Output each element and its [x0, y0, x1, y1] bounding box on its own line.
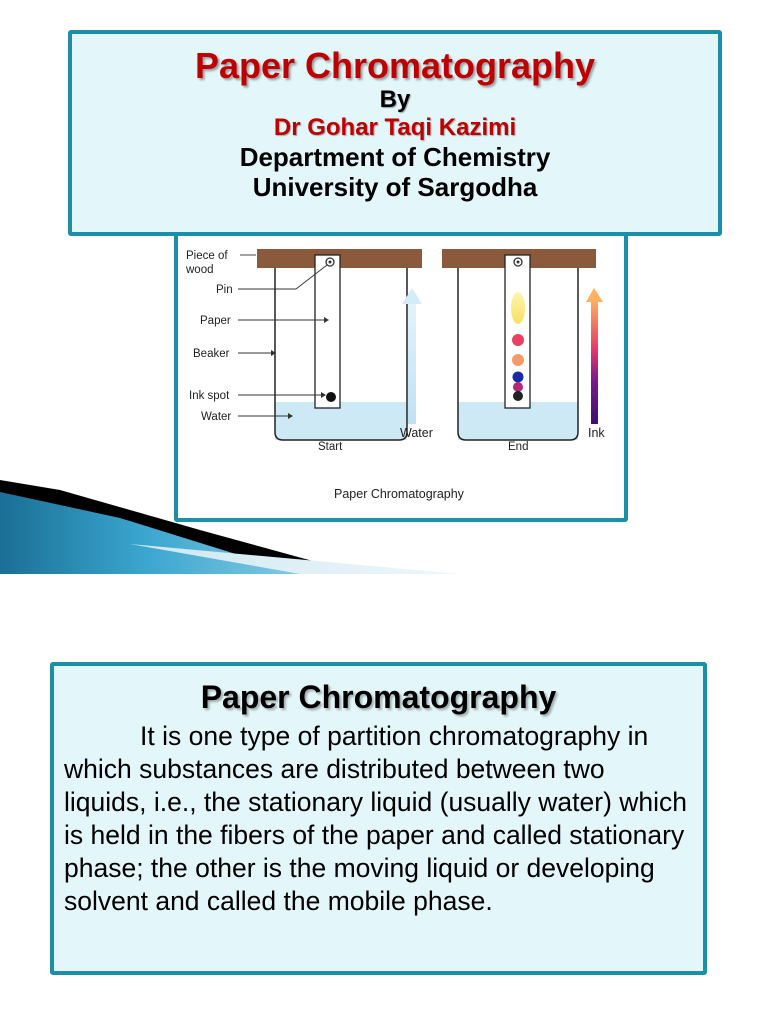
start-water-fill — [275, 402, 407, 440]
by-label: By — [379, 86, 411, 113]
ink-arrow-label: Ink — [588, 426, 605, 440]
department-name: Department of Chemistry — [239, 142, 551, 172]
slide-title: Paper Chromatography — [194, 45, 596, 86]
label-piece-of-wood-2: wood — [186, 264, 214, 276]
yellow-pigment-spot — [511, 292, 525, 324]
start-label: Start — [318, 441, 343, 453]
end-beaker — [442, 249, 596, 440]
figure-caption: Paper Chromatography — [334, 487, 464, 501]
decorative-swoosh — [0, 470, 460, 580]
blue-pigment-spot — [513, 372, 524, 383]
ink-arrow-icon — [586, 288, 603, 424]
label-water: Water — [201, 411, 232, 423]
title-box — [68, 30, 722, 236]
definition-body: It is one type of partition chromatography in which substances are distributed between two liquids, i.e., the stationary liquid (usually water) which is held in the fibers of the paper and called stationary phase; the other is the moving liquid or developing solvent and called the mobile phase. — [64, 721, 688, 916]
label-ink-spot: Ink spot — [189, 390, 230, 402]
diagram-labels — [185, 250, 329, 423]
label-pin: Pin — [216, 284, 233, 296]
university-name: University of Sargodha — [252, 172, 538, 202]
author-name: Dr Gohar Taqi Kazimi — [273, 114, 517, 141]
start-paper-strip — [315, 255, 340, 408]
definition-title: Paper Chromatography — [200, 679, 557, 715]
label-beaker: Beaker — [193, 348, 230, 360]
start-beaker — [257, 249, 422, 440]
orange-pigment-spot — [512, 354, 524, 366]
purple-pigment-spot — [513, 382, 523, 392]
black-pigment-spot — [513, 391, 523, 401]
definition-box — [50, 662, 707, 975]
end-label: End — [508, 441, 529, 453]
label-paper: Paper — [200, 315, 231, 327]
start-ink-spot — [326, 392, 336, 402]
red-pigment-spot — [512, 334, 524, 346]
label-piece-of-wood-1: Piece of — [186, 250, 228, 262]
water-arrow-label: Water — [400, 426, 433, 440]
